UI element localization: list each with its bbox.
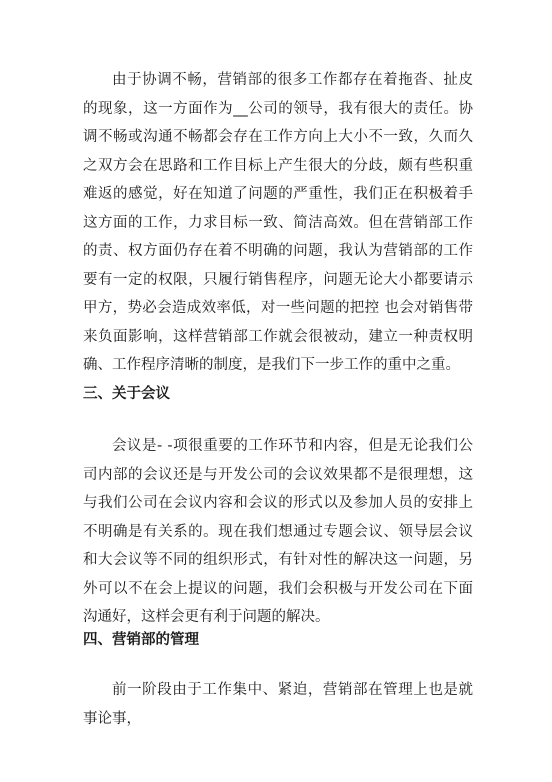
paragraph-meetings: 会议是- -项很重要的工作环节和内容，但是无论我们公司内部的会议还是与开发公司的会议效果都不是很理想，这与我们公司在会议内容和会议的形式以及参加人员的安排上不明确是有关系的。现在我们想通过专题会议、领导层会议和大会议等不同的组织形式，有针对性的解决这一问题，另外可以不在会上提议的问题，我们会积极与开发公司在下面沟通好，这样会更有利于问题的解决。 [83,438,473,625]
paragraph-management: 前一阶段由于工作集中、紧迫，营销部在管理上也是就事论事， [83,682,473,727]
paragraph-coordination: 由于协调不畅，营销部的很多工作都存在着拖沓、扯皮的现象，这一方面作为__公司的领导，我有很大的责任。协调不畅或沟通不畅都会存在工作方向上大小不一致，久而久之双方会在思路和工作目标上产生很大的分歧，颇有些积重难返的感觉，好在知道了问题的严重性，我们正在积极着手这方面的工作，力求目标一致、简洁高效。但在营销部工作的责、权方面仍存在着不明确的问题，我认为营销部的工作要有一定的权限，只履行销售程序，问题无论大小都要请示甲方，势必会造成效率低，对一些问题的把控 也会对销售带来负面影响，这样营销部工作就会很被动，建立一种责权明确、工作程序清晰的制度，是我们下一步工作的重中之重。 [83,72,473,373]
section-heading-management: 四、营销部的管理 [83,632,199,648]
section-heading-meetings: 三、关于会议 [83,386,170,402]
